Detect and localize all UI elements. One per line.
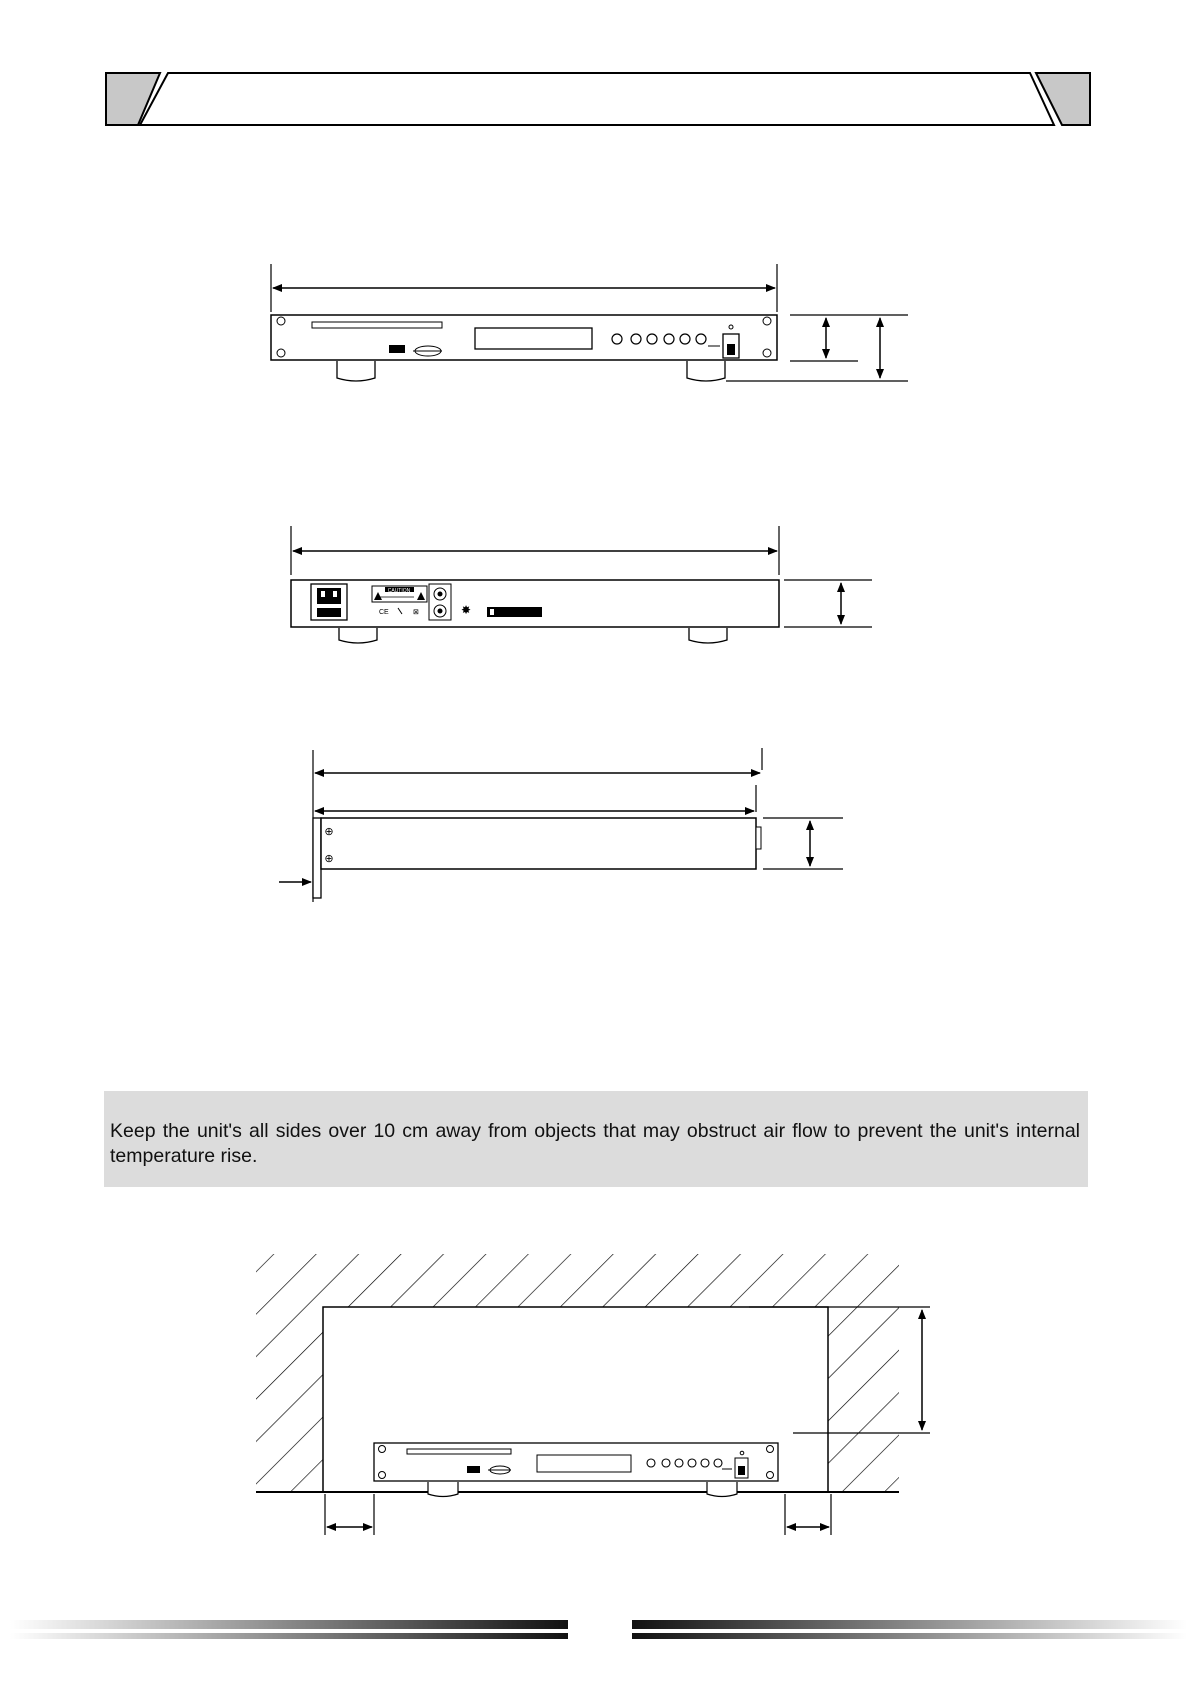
footer-decoration	[0, 1610, 1192, 1650]
svg-text:⊕: ⊕	[324, 853, 334, 865]
svg-text:⊕: ⊕	[324, 826, 334, 838]
svg-text:⊠: ⊠	[413, 609, 419, 616]
ventilation-notice-text: Keep the unit's all sides over 10 cm away from objects that may obstruct air flow to prevent the unit's internal temperature rise.	[110, 1120, 1080, 1167]
front-view-diagram	[0, 250, 1192, 400]
caution-label: CAUTION	[387, 588, 411, 594]
header-banner	[0, 0, 1192, 140]
ventilation-notice	[104, 1091, 1088, 1187]
side-view-diagram	[0, 740, 1192, 910]
svg-text:✸: ✸	[460, 603, 472, 617]
installation-clearance-diagram	[0, 1240, 1192, 1540]
svg-text:CE: CE	[379, 609, 389, 616]
rear-view-diagram	[0, 520, 1192, 650]
